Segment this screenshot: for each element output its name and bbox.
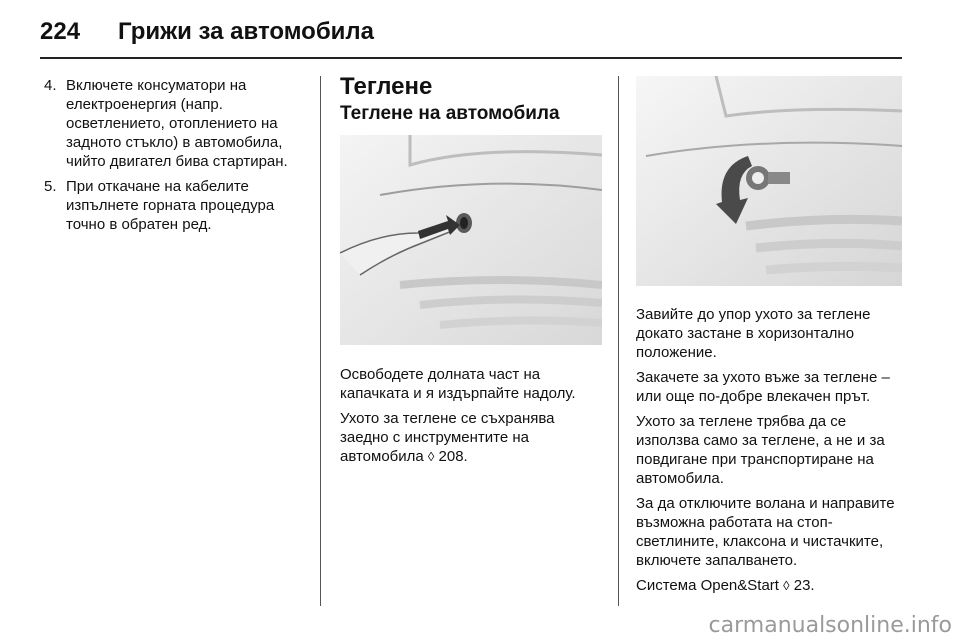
right-column	[636, 76, 906, 601]
step-text: При откачане на кабелите изпълнете горната процедура точно в обратен ред.	[66, 178, 275, 233]
page-section-title: Грижи за автомобила	[118, 18, 375, 45]
towing-eye-drawing	[636, 76, 902, 286]
page-reference-link[interactable]: 208.	[438, 448, 468, 465]
column-divider-left	[320, 76, 321, 606]
reference-paragraph	[636, 576, 906, 595]
page-header	[40, 14, 900, 54]
page-reference-icon: ◊	[427, 449, 435, 464]
reference-text: Система Open&Start	[636, 577, 779, 594]
column-divider-right	[618, 76, 619, 606]
towing-eye-illustration	[636, 76, 902, 286]
step-item	[44, 177, 312, 234]
step-number: 5.	[44, 178, 57, 195]
paragraph-text: Ухото за теглене се съхранява заедно с инструментите на автомобила	[340, 410, 555, 465]
middle-column	[340, 73, 604, 472]
instruction-paragraph: Закачете за ухото въже за теглене – или още по-добре влекачен прът.	[636, 369, 890, 405]
step-item	[44, 76, 312, 171]
instruction-paragraph: Ухото за теглене трябва да се използва само за теглене, а не и за повдигане при транспортиране на автомобила.	[636, 413, 885, 487]
bumper-cover-illustration	[340, 135, 602, 345]
step-text: Включете консуматори на електроенергия (напр. осветлението, отоплението на задното стъкло) в автомобила, чийто двигател бива стартиран.	[66, 77, 288, 170]
bumper-cover-drawing	[340, 135, 602, 345]
step-number: 4.	[44, 77, 57, 94]
header-rule	[40, 57, 902, 59]
instruction-paragraph: Завийте до упор ухото за теглене докато застане в хоризонтално положение.	[636, 306, 871, 361]
watermark: carmanualsonline.info	[708, 613, 952, 638]
page-reference-link[interactable]: 23.	[793, 577, 815, 594]
instruction-paragraph: Освободете долната част на капачката и я издърпайте надолу.	[340, 366, 576, 402]
page-number: 224	[40, 18, 81, 45]
page-reference-icon: ◊	[783, 578, 790, 593]
instruction-paragraph: За да отключите волана и направите възможна работата на стоп-светлините, клаксона и чистачките, включете запалването.	[636, 495, 895, 569]
left-column	[44, 76, 312, 240]
section-title: Теглене	[340, 73, 433, 100]
subsection-title: Теглене на автомобила	[340, 103, 560, 124]
instruction-paragraph	[340, 409, 604, 466]
